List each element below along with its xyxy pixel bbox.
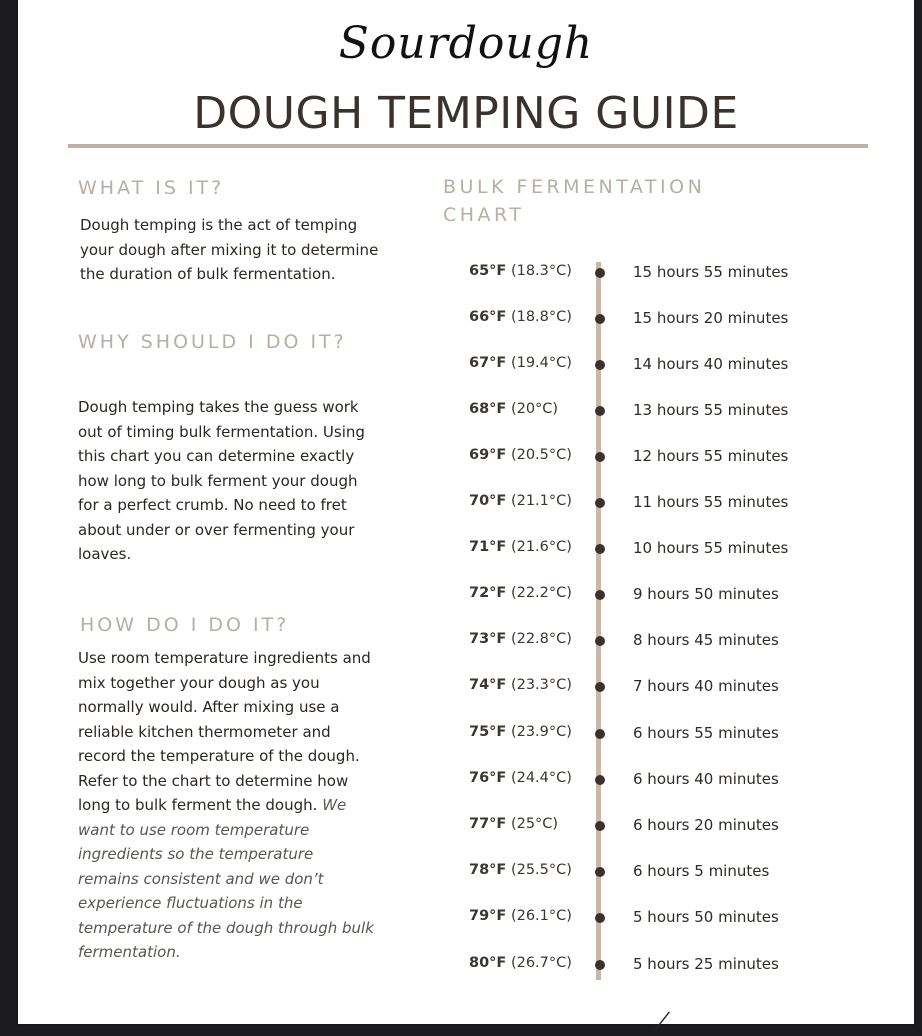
duration: 6 hours 5 minutes [633,862,770,880]
chart-row [440,355,860,379]
temperature: 78°F (25.5°C) [469,862,572,878]
section-body-how-text: Use room temperature ingredients and mix together your dough as you normally would. After mixing use a reliable kitchen thermometer and record the temperature of the dough. Refer to the chart to determine how long to bulk ferment the dough. [78,649,371,814]
duration: 5 hours 25 minutes [633,955,779,973]
script-title: Sourdough [338,18,594,69]
timeline-dot-icon [595,544,605,554]
chart-row [440,493,860,517]
section-heading-why: WHY SHOULD I DO IT? [78,331,347,353]
timeline-dot-icon [595,913,605,923]
duration: 6 hours 20 minutes [633,816,779,834]
section-body-why: Dough temping takes the guess work out of timing bulk fermentation. Using this chart you can determine exactly how long to bulk ferment your dough for a perfect crumb. No need to fret about under or over fermenting your loaves. [78,398,365,563]
chart-row [440,539,860,563]
chart-row [440,816,860,840]
chart-row [440,955,860,979]
chart-row [440,309,860,333]
duration: 11 hours 55 minutes [633,493,789,511]
chart-row [440,770,860,794]
duration: 12 hours 55 minutes [633,447,789,465]
timeline-dot-icon [595,406,605,416]
duration: 6 hours 55 minutes [633,724,779,742]
chart-row [440,631,860,655]
temperature: 76°F (24.4°C) [469,770,572,786]
timeline-dot-icon [595,360,605,370]
timeline-dot-icon [595,682,605,692]
temperature: 74°F (23.3°C) [469,677,572,693]
duration: 10 hours 55 minutes [633,539,789,557]
temperature: 70°F (21.1°C) [469,493,572,509]
timeline-dot-icon [595,960,605,970]
timeline-dot-icon [595,590,605,600]
timeline-dot-icon [595,314,605,324]
temperature: 66°F (18.8°C) [469,309,572,325]
signature-mark-icon: ⁄ [660,1008,665,1036]
temperature: 67°F (19.4°C) [469,355,572,371]
chart-row [440,401,860,425]
timeline-dot-icon [595,636,605,646]
section-heading-what: WHAT IS IT? [78,177,225,199]
timeline-dot-icon [595,498,605,508]
temperature: 80°F (26.7°C) [469,955,572,971]
section-body-how [78,646,378,965]
section-body-how-note: We want to use room temperature ingredients so the temperature remains consistent and we don’t experience fluctuations in the temperature of the dough through bulk fermentation. [78,796,374,961]
chart-row [440,908,860,932]
temperature: 73°F (22.8°C) [469,631,572,647]
timeline-dot-icon [595,729,605,739]
temperature: 71°F (21.6°C) [469,539,572,555]
section-body-what: Dough temping is the act of temping your dough after mixing it to determine the duration of bulk fermentation. [80,216,379,283]
timeline-dot-icon [595,775,605,785]
temperature: 69°F (20.5°C) [469,447,572,463]
timeline-dot-icon [595,821,605,831]
duration: 15 hours 20 minutes [633,309,789,327]
chart-row [440,447,860,471]
timeline-dot-icon [595,452,605,462]
duration: 13 hours 55 minutes [633,401,789,419]
title-divider [68,144,868,148]
page-title: DOUGH TEMPING GUIDE [193,88,739,139]
duration: 6 hours 40 minutes [633,770,779,788]
temperature: 75°F (23.9°C) [469,724,572,740]
duration: 15 hours 55 minutes [633,263,789,281]
temperature: 72°F (22.2°C) [469,585,572,601]
section-heading-how: HOW DO I DO IT? [80,614,290,636]
chart-row [440,585,860,609]
duration: 14 hours 40 minutes [633,355,789,373]
chart-row [440,862,860,886]
timeline-dot-icon [595,867,605,877]
chart-heading: BULK FERMENTATION CHART [443,176,706,226]
chart-row [440,724,860,748]
timeline-dot-icon [595,268,605,278]
chart-row [440,677,860,701]
duration: 9 hours 50 minutes [633,585,779,603]
temperature: 65°F (18.3°C) [469,263,572,279]
duration: 8 hours 45 minutes [633,631,779,649]
temperature: 68°F (20°C) [469,401,559,417]
duration: 7 hours 40 minutes [633,677,779,695]
temperature: 79°F (26.1°C) [469,908,572,924]
duration: 5 hours 50 minutes [633,908,779,926]
chart-row [440,263,860,287]
temperature: 77°F (25°C) [469,816,559,832]
